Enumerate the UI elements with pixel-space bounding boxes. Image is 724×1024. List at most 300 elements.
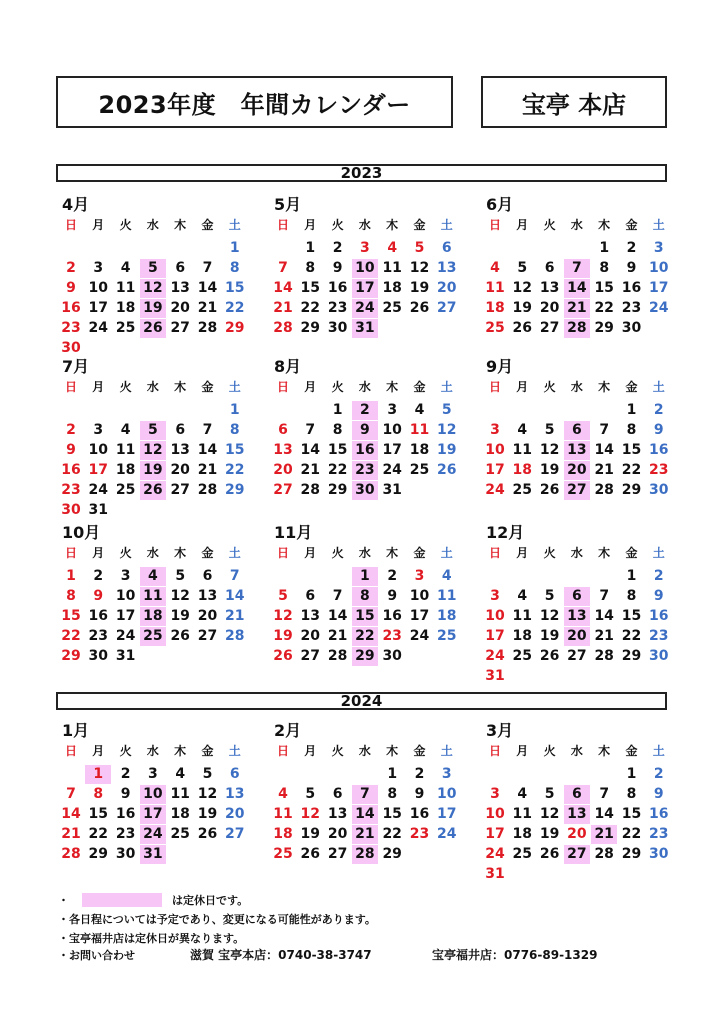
calendar-day: 23 <box>352 461 378 480</box>
calendar-day: 4 <box>517 422 528 438</box>
weekday-label: 月 <box>304 218 317 232</box>
calendar-day: 7 <box>332 588 343 604</box>
month-block <box>270 722 460 885</box>
month-title: 5月 <box>274 195 302 214</box>
calendar-day: 28 <box>594 648 614 664</box>
calendar-day: 2 <box>332 240 343 256</box>
calendar-day: 12 <box>273 608 293 624</box>
calendar-day: 27 <box>197 628 218 644</box>
weekday-label: 水 <box>358 546 371 560</box>
calendar-day: 30 <box>649 482 669 498</box>
calendar-day: 21 <box>352 825 378 844</box>
calendar-day: 4 <box>120 260 131 276</box>
calendar-day: 30 <box>621 320 642 336</box>
calendar-day: 16 <box>649 608 669 624</box>
calendar-day: 11 <box>140 587 166 606</box>
calendar-day: 9 <box>414 786 425 802</box>
calendar-day: 15 <box>300 280 321 296</box>
calendar-day: 18 <box>512 826 533 842</box>
weekday-label: 火 <box>119 218 132 232</box>
calendar-day: 28 <box>300 482 321 498</box>
calendar-day: 29 <box>352 647 378 666</box>
calendar-day: 20 <box>197 608 218 624</box>
calendar-day: 25 <box>512 482 533 498</box>
calendar-day: 10 <box>485 608 505 624</box>
calendar-day: 5 <box>140 259 166 278</box>
calendar-day: 10 <box>140 785 166 804</box>
calendar-day: 19 <box>170 608 190 624</box>
calendar-day: 11 <box>512 806 533 822</box>
calendar-day: 29 <box>61 648 81 664</box>
calendar-day: 14 <box>225 588 245 604</box>
calendar-day: 18 <box>382 280 402 296</box>
calendar-day: 3 <box>490 588 500 604</box>
calendar-day: 31 <box>382 482 402 498</box>
calendar-day: 15 <box>225 442 245 458</box>
calendar-day: 8 <box>626 786 637 802</box>
calendar-day: 14 <box>594 608 614 624</box>
weekday-label: 水 <box>570 218 583 232</box>
calendar-day: 29 <box>382 846 402 862</box>
weekday-label: 土 <box>440 744 453 758</box>
calendar-day: 25 <box>170 826 190 842</box>
month-block <box>482 358 672 521</box>
calendar-day: 15 <box>382 806 402 822</box>
weekday-label: 日 <box>488 546 501 560</box>
calendar-day: 20 <box>539 300 560 316</box>
weekday-label: 月 <box>516 546 529 560</box>
calendar-day: 6 <box>564 785 590 804</box>
weekday-label: 水 <box>146 218 159 232</box>
calendar-day: 7 <box>202 422 213 438</box>
calendar-day: 5 <box>202 766 213 782</box>
calendar-day: 17 <box>485 462 505 478</box>
calendar-day: 22 <box>225 300 245 316</box>
calendar-day: 20 <box>564 461 590 480</box>
month-title: 3月 <box>486 721 514 740</box>
calendar-day: 17 <box>115 608 136 624</box>
weekday-label: 木 <box>598 380 611 394</box>
calendar-day: 21 <box>197 462 218 478</box>
calendar-day: 28 <box>61 846 81 862</box>
calendar-day: 2 <box>352 401 378 420</box>
calendar-day: 19 <box>140 299 166 318</box>
calendar-day: 21 <box>591 825 617 844</box>
calendar-day: 10 <box>409 588 430 604</box>
calendar-day: 13 <box>564 805 590 824</box>
calendar-day: 15 <box>225 280 245 296</box>
calendar-day: 19 <box>539 826 560 842</box>
calendar-day: 24 <box>409 628 430 644</box>
calendar-day: 1 <box>387 766 398 782</box>
calendar-day: 26 <box>437 462 457 478</box>
calendar-day: 13 <box>437 260 457 276</box>
calendar-day: 1 <box>66 568 76 584</box>
weekday-label: 金 <box>413 744 426 758</box>
calendar-day: 3 <box>653 240 664 256</box>
calendar-day: 20 <box>300 628 321 644</box>
calendar-day: 22 <box>594 300 614 316</box>
calendar-day: 2 <box>387 568 398 584</box>
month-block <box>482 524 672 687</box>
calendar-day: 14 <box>564 279 590 298</box>
calendar-day: 3 <box>387 402 398 418</box>
calendar-day: 19 <box>300 826 321 842</box>
calendar-day: 11 <box>409 422 430 438</box>
calendar-day: 2 <box>66 260 76 276</box>
calendar-day: 12 <box>539 608 560 624</box>
month-block <box>58 358 248 521</box>
weekday-label: 火 <box>543 744 556 758</box>
year-header-2024: 2024 <box>56 692 667 710</box>
calendar-day: 18 <box>273 826 293 842</box>
calendar-day: 1 <box>229 402 240 418</box>
calendar-day: 29 <box>225 482 245 498</box>
calendar-day: 18 <box>409 442 430 458</box>
weekday-label: 金 <box>201 218 214 232</box>
month-block <box>270 196 460 359</box>
calendar-day: 21 <box>197 300 218 316</box>
calendar-day: 26 <box>273 648 293 664</box>
weekday-label: 火 <box>543 218 556 232</box>
calendar-day: 27 <box>539 320 560 336</box>
calendar-day: 21 <box>300 462 321 478</box>
calendar-day: 5 <box>140 421 166 440</box>
calendar-day: 2 <box>120 766 131 782</box>
calendar-day: 17 <box>88 300 109 316</box>
calendar-day: 26 <box>170 628 190 644</box>
calendar-day: 24 <box>649 300 669 316</box>
calendar-day: 13 <box>327 806 348 822</box>
weekday-label: 火 <box>331 218 344 232</box>
weekday-label: 金 <box>201 744 214 758</box>
calendar-day: 30 <box>327 320 348 336</box>
calendar-day: 28 <box>327 648 348 664</box>
calendar-day: 24 <box>382 462 402 478</box>
month-title: 12月 <box>486 523 525 542</box>
weekday-label: 月 <box>92 380 105 394</box>
weekday-label: 日 <box>488 380 501 394</box>
calendar-day: 25 <box>485 320 505 336</box>
calendar-day: 30 <box>352 481 378 500</box>
weekday-label: 土 <box>228 380 241 394</box>
calendar-day: 18 <box>115 462 136 478</box>
calendar-day: 19 <box>197 806 218 822</box>
legend-text: は定休日です。 <box>172 894 249 907</box>
calendar-day: 5 <box>544 786 555 802</box>
month-title: 11月 <box>274 523 313 542</box>
calendar-day: 3 <box>490 422 500 438</box>
calendar-day: 18 <box>512 462 533 478</box>
calendar-day: 27 <box>567 648 587 664</box>
calendar-day: 5 <box>544 422 555 438</box>
calendar-day: 3 <box>93 422 104 438</box>
calendar-day: 12 <box>437 422 457 438</box>
calendar-day: 8 <box>66 588 76 604</box>
weekday-label: 金 <box>625 744 638 758</box>
weekday-label: 月 <box>516 380 529 394</box>
calendar-day: 21 <box>594 462 614 478</box>
weekday-label: 金 <box>413 380 426 394</box>
calendar-day: 2 <box>626 240 637 256</box>
calendar-day: 9 <box>653 786 664 802</box>
calendar-day: 16 <box>649 442 669 458</box>
calendar-day: 27 <box>273 482 293 498</box>
weekday-label: 水 <box>146 380 159 394</box>
calendar-day: 13 <box>300 608 321 624</box>
calendar-day: 1 <box>229 240 240 256</box>
weekday-label: 土 <box>440 546 453 560</box>
calendar-day: 11 <box>382 260 402 276</box>
year-header-2023: 2023 <box>56 164 667 182</box>
weekday-label: 月 <box>304 744 317 758</box>
calendar-day: 25 <box>382 300 402 316</box>
calendar-day: 9 <box>352 421 378 440</box>
calendar-day: 19 <box>273 628 293 644</box>
calendar-day: 12 <box>197 786 218 802</box>
calendar-day: 7 <box>66 786 76 802</box>
weekday-label: 木 <box>386 218 399 232</box>
calendar-day: 20 <box>170 300 190 316</box>
calendar-day: 25 <box>409 462 430 478</box>
calendar-day: 4 <box>387 240 398 256</box>
calendar-day: 4 <box>120 422 131 438</box>
month-block <box>270 358 460 521</box>
calendar-day: 14 <box>594 442 614 458</box>
calendar-day: 14 <box>352 805 378 824</box>
calendar-day: 8 <box>93 786 104 802</box>
calendar-day: 2 <box>653 766 664 782</box>
calendar-day: 20 <box>170 462 190 478</box>
month-title: 9月 <box>486 357 514 376</box>
calendar-day: 3 <box>414 568 425 584</box>
weekday-label: 水 <box>358 380 371 394</box>
legend-bullet: ・ <box>58 894 69 907</box>
calendar-day: 30 <box>649 846 669 862</box>
calendar-day: 25 <box>512 648 533 664</box>
calendar-day: 22 <box>352 627 378 646</box>
calendar-day: 18 <box>170 806 190 822</box>
calendar-day: 12 <box>140 279 166 298</box>
calendar-day: 15 <box>621 806 642 822</box>
weekday-label: 土 <box>652 218 665 232</box>
calendar-day: 3 <box>148 766 158 782</box>
calendar-day: 24 <box>88 320 109 336</box>
calendar-day: 6 <box>229 766 240 782</box>
weekday-label: 木 <box>174 546 187 560</box>
calendar-day: 31 <box>115 648 136 664</box>
calendar-day: 10 <box>352 259 378 278</box>
weekday-label: 日 <box>64 744 77 758</box>
month-title: 8月 <box>274 357 302 376</box>
calendar-title: 2023年度 年間カレンダー <box>56 76 453 128</box>
calendar-day: 28 <box>273 320 293 336</box>
calendar-day: 20 <box>567 826 587 842</box>
weekday-label: 日 <box>488 744 501 758</box>
calendar-day: 22 <box>300 300 321 316</box>
weekday-label: 日 <box>276 546 289 560</box>
weekday-label: 木 <box>598 546 611 560</box>
calendar-day: 2 <box>66 422 76 438</box>
calendar-day: 4 <box>517 588 528 604</box>
calendar-day: 16 <box>352 441 378 460</box>
calendar-day: 22 <box>225 462 245 478</box>
calendar-day: 19 <box>539 628 560 644</box>
calendar-day: 28 <box>225 628 245 644</box>
weekday-label: 月 <box>304 546 317 560</box>
calendar-day: 4 <box>140 567 166 586</box>
calendar-day: 17 <box>649 280 669 296</box>
calendar-day: 11 <box>273 806 293 822</box>
weekday-label: 木 <box>386 744 399 758</box>
weekday-label: 木 <box>598 744 611 758</box>
weekday-label: 金 <box>625 380 638 394</box>
calendar-day: 19 <box>539 462 560 478</box>
weekday-label: 火 <box>543 546 556 560</box>
calendar-day: 26 <box>512 320 533 336</box>
weekday-label: 木 <box>598 218 611 232</box>
calendar-day: 18 <box>115 300 136 316</box>
weekday-label: 土 <box>652 546 665 560</box>
calendar-day: 6 <box>544 260 555 276</box>
calendar-day: 21 <box>225 608 245 624</box>
calendar-day: 2 <box>414 766 425 782</box>
weekday-label: 土 <box>652 380 665 394</box>
weekday-label: 日 <box>276 218 289 232</box>
calendar-day: 6 <box>305 588 316 604</box>
calendar-day: 16 <box>88 608 109 624</box>
calendar-day: 14 <box>61 806 81 822</box>
calendar-day: 12 <box>539 442 560 458</box>
month-title: 1月 <box>62 721 90 740</box>
weekday-label: 土 <box>228 744 241 758</box>
contact-fukui-store: 宝亭福井店：0776-89-1329 <box>432 948 598 962</box>
calendar-day: 11 <box>437 588 457 604</box>
calendar-day: 7 <box>564 259 590 278</box>
calendar-day: 8 <box>332 422 343 438</box>
calendar-day: 30 <box>88 648 109 664</box>
calendar-day: 31 <box>140 845 166 864</box>
calendar-day: 29 <box>327 482 348 498</box>
calendar-day: 9 <box>93 588 104 604</box>
calendar-day: 25 <box>140 627 166 646</box>
calendar-day: 17 <box>352 279 378 298</box>
weekday-label: 木 <box>174 744 187 758</box>
calendar-day: 14 <box>197 280 218 296</box>
calendar-day: 16 <box>621 280 642 296</box>
calendar-day: 1 <box>85 765 111 784</box>
calendar-day: 6 <box>175 260 186 276</box>
calendar-day: 10 <box>485 806 505 822</box>
calendar-day: 25 <box>512 846 533 862</box>
calendar-day: 22 <box>88 826 109 842</box>
calendar-day: 27 <box>564 845 590 864</box>
weekday-label: 火 <box>119 546 132 560</box>
calendar-day: 23 <box>649 628 669 644</box>
calendar-day: 6 <box>202 568 213 584</box>
weekday-label: 日 <box>64 380 77 394</box>
weekday-label: 土 <box>440 380 453 394</box>
calendar-day: 30 <box>61 340 81 356</box>
calendar-day: 8 <box>229 422 240 438</box>
calendar-day: 14 <box>273 280 293 296</box>
calendar-day: 13 <box>564 607 590 626</box>
calendar-day: 3 <box>120 568 131 584</box>
calendar-day: 4 <box>490 260 500 276</box>
calendar-day: 6 <box>564 421 590 440</box>
calendar-day: 10 <box>88 280 109 296</box>
calendar-day: 6 <box>175 422 186 438</box>
calendar-day: 7 <box>599 422 610 438</box>
calendar-day: 27 <box>170 482 190 498</box>
calendar-day: 22 <box>621 826 642 842</box>
weekday-label: 木 <box>174 218 187 232</box>
weekday-label: 木 <box>386 546 399 560</box>
calendar-day: 10 <box>382 422 402 438</box>
calendar-day: 23 <box>649 826 669 842</box>
calendar-day: 13 <box>539 280 560 296</box>
calendar-day: 28 <box>594 482 614 498</box>
calendar-day: 27 <box>225 826 245 842</box>
weekday-label: 金 <box>201 380 214 394</box>
weekday-label: 火 <box>331 380 344 394</box>
calendar-day: 12 <box>300 806 321 822</box>
calendar-day: 26 <box>140 481 166 500</box>
calendar-day: 28 <box>564 319 590 338</box>
calendar-day: 5 <box>517 260 528 276</box>
contact-main-store: 滋賀 宝亭本店：0740-38-3747 <box>190 948 372 962</box>
calendar-day: 28 <box>197 320 218 336</box>
weekday-label: 月 <box>516 744 529 758</box>
calendar-day: 9 <box>387 588 398 604</box>
weekday-label: 火 <box>119 744 132 758</box>
calendar-day: 17 <box>140 805 166 824</box>
calendar-day: 18 <box>437 608 457 624</box>
weekday-label: 日 <box>276 744 289 758</box>
calendar-day: 13 <box>170 280 190 296</box>
calendar-day: 8 <box>229 260 240 276</box>
calendar-day: 17 <box>485 628 505 644</box>
calendar-day: 13 <box>273 442 293 458</box>
weekday-label: 土 <box>652 744 665 758</box>
calendar-day: 31 <box>88 502 109 518</box>
calendar-day: 6 <box>564 587 590 606</box>
calendar-day: 14 <box>327 608 348 624</box>
calendar-day: 23 <box>382 628 402 644</box>
calendar-day: 9 <box>332 260 343 276</box>
calendar-day: 23 <box>61 482 81 498</box>
calendar-day: 7 <box>202 260 213 276</box>
calendar-day: 29 <box>225 320 245 336</box>
calendar-day: 11 <box>115 442 136 458</box>
calendar-day: 9 <box>653 588 664 604</box>
calendar-day: 7 <box>352 785 378 804</box>
weekday-label: 月 <box>92 744 105 758</box>
calendar-day: 23 <box>61 320 81 336</box>
calendar-day: 16 <box>382 608 402 624</box>
calendar-day: 5 <box>305 786 316 802</box>
calendar-day: 8 <box>305 260 316 276</box>
calendar-day: 16 <box>61 462 81 478</box>
calendar-day: 17 <box>437 806 457 822</box>
weekday-label: 日 <box>488 218 501 232</box>
calendar-day: 29 <box>621 846 642 862</box>
calendar-day: 27 <box>300 648 321 664</box>
calendar-day: 13 <box>564 441 590 460</box>
calendar-day: 12 <box>170 588 190 604</box>
calendar-day: 24 <box>485 648 505 664</box>
calendar-day: 10 <box>437 786 457 802</box>
